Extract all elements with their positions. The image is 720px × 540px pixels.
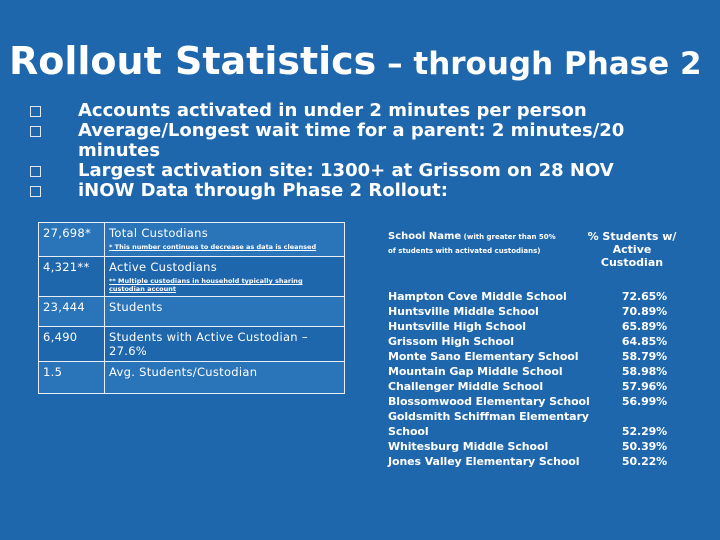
school-row — [388, 364, 680, 379]
stats-value: 6,490 — [39, 327, 105, 362]
school-name-header-note-line2: of students with activated custodians) — [388, 247, 541, 255]
school-row — [388, 334, 680, 349]
school-percent: 57.96% — [621, 380, 668, 393]
school-name: Huntsville High School — [388, 320, 526, 333]
school-name: Grissom High School — [388, 335, 514, 348]
school-row — [388, 289, 680, 304]
bullet-item — [30, 161, 710, 181]
stats-row — [39, 257, 345, 297]
school-percent: 58.98% — [621, 365, 668, 378]
school-percent: 56.99% — [621, 395, 668, 408]
stats-value: 1.5 — [39, 362, 105, 394]
school-percent: 50.22% — [621, 455, 668, 468]
school-name: Goldsmith Schiffman Elementary School — [388, 410, 589, 438]
stats-value: 27,698* — [39, 223, 105, 257]
school-rows — [388, 289, 680, 469]
slide-title-main: Rollout Statistics — [9, 39, 377, 83]
stats-label: Total Custodians — [109, 226, 208, 240]
bullet-list — [30, 101, 710, 201]
school-row — [388, 379, 680, 394]
school-percent: 64.85% — [621, 335, 668, 348]
school-percent: 65.89% — [621, 320, 668, 333]
stats-row — [39, 327, 345, 362]
bullet-item — [30, 101, 710, 121]
bullet-box-icon — [30, 126, 41, 137]
bullet-box-icon — [30, 166, 41, 177]
stats-value: 23,444 — [39, 297, 105, 327]
school-name-header — [388, 230, 584, 258]
stats-row — [39, 223, 345, 257]
school-list-header — [388, 230, 680, 269]
stats-footnote: * This number continues to decrease as data is cleansed — [109, 243, 317, 251]
school-row — [388, 394, 680, 409]
stats-row — [39, 297, 345, 327]
stats-label: Active Custodians — [109, 260, 218, 274]
bullet-box-icon — [30, 106, 41, 117]
stats-value: 4,321** — [39, 257, 105, 297]
school-name: Jones Valley Elementary School — [388, 455, 580, 468]
school-name-header-note: (with greater than 50% — [461, 233, 556, 241]
stats-table — [38, 222, 345, 394]
bullet-text: iNOW Data through Phase 2 Rollout: — [78, 180, 448, 201]
stats-row — [39, 362, 345, 394]
school-name: Whitesburg Middle School — [388, 440, 549, 453]
school-name: Challenger Middle School — [388, 380, 544, 393]
bullet-text: Accounts activated in under 2 minutes per person — [78, 100, 587, 121]
school-row — [388, 454, 680, 469]
bullet-item — [30, 121, 710, 161]
stats-label-cell — [105, 223, 345, 257]
school-name: Blossomwood Elementary School — [388, 395, 590, 408]
stats-label-cell — [105, 257, 345, 297]
school-name-header-label: School Name — [388, 231, 462, 242]
school-percent: 72.65% — [621, 290, 668, 303]
school-row — [388, 319, 680, 334]
bullet-item — [30, 181, 710, 201]
slide-title — [9, 39, 702, 83]
stats-footnote: ** Multiple custodians in household typically sharing custodian account — [109, 277, 303, 293]
school-percent: 58.79% — [621, 350, 668, 363]
school-row — [388, 304, 680, 319]
stats-label: Avg. Students/Custodian — [105, 362, 345, 394]
school-percent: 52.29% — [621, 425, 668, 438]
stats-label: Students — [105, 297, 345, 327]
percent-header: % Students w/ Active Custodian — [587, 230, 677, 269]
school-row — [388, 409, 680, 439]
school-percent: 70.89% — [621, 305, 668, 318]
school-name: Monte Sano Elementary School — [388, 350, 579, 363]
bullet-box-icon — [30, 186, 41, 197]
school-percent: 50.39% — [621, 440, 668, 453]
slide-title-sub: – through Phase 2 — [376, 46, 702, 82]
school-row — [388, 439, 680, 454]
school-name: Huntsville Middle School — [388, 305, 539, 318]
school-name: Mountain Gap Middle School — [388, 365, 563, 378]
school-name: Hampton Cove Middle School — [388, 290, 567, 303]
bullet-text: Average/Longest wait time for a parent: 2 minutes/20 minutes — [78, 120, 625, 161]
school-row — [388, 349, 680, 364]
stats-label: Students with Active Custodian – 27.6% — [105, 327, 345, 362]
bullet-text: Largest activation site: 1300+ at Grissom on 28 NOV — [78, 160, 614, 181]
school-list — [388, 230, 680, 469]
